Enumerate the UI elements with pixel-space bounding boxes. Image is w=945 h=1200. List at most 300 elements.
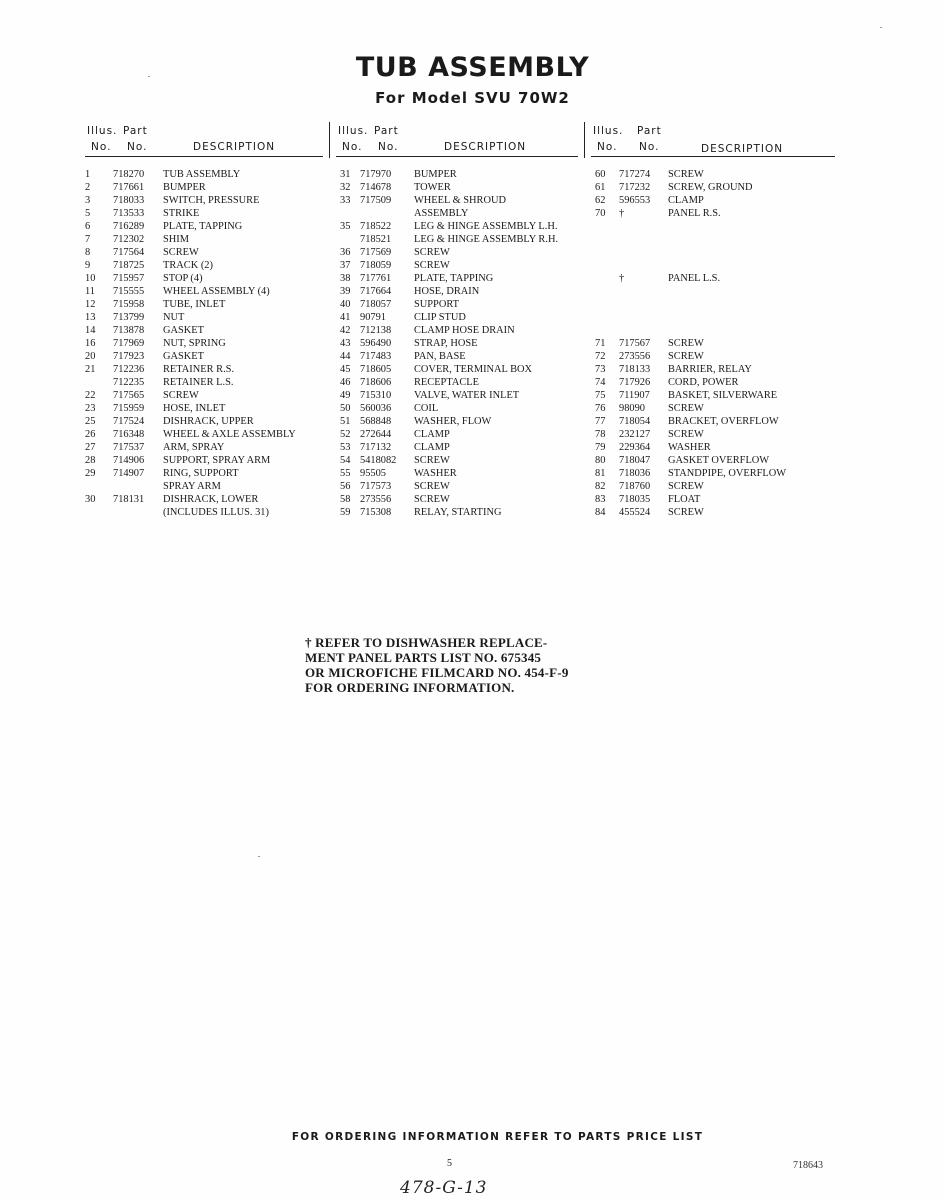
part-number: 718522 xyxy=(360,221,392,232)
illus-number: 50 xyxy=(340,403,351,414)
illus-number: 42 xyxy=(340,325,351,336)
illus-number: 39 xyxy=(340,286,351,297)
part-description: LEG & HINGE ASSEMBLY R.H. xyxy=(414,234,559,245)
part-description: SCREW xyxy=(668,338,704,349)
header-illus-no: No. xyxy=(597,141,618,153)
part-number: 712302 xyxy=(113,234,145,245)
header-part-no: No. xyxy=(127,141,148,153)
illus-number: 61 xyxy=(595,182,606,193)
illus-number: 28 xyxy=(85,455,96,466)
part-description: BUMPER xyxy=(163,182,206,193)
part-number: 717573 xyxy=(360,481,392,492)
header-description: DESCRIPTION xyxy=(444,141,527,153)
table-row xyxy=(591,220,835,233)
part-number: 560036 xyxy=(360,403,392,414)
part-description: DISHRACK, UPPER xyxy=(163,416,254,427)
part-description: WASHER xyxy=(668,442,711,453)
part-description: COVER, TERMINAL BOX xyxy=(414,364,533,375)
illus-number: 1 xyxy=(85,169,91,180)
part-description: NUT, SPRING xyxy=(163,338,226,349)
part-number: 717565 xyxy=(113,390,145,401)
part-number: 90791 xyxy=(360,312,386,323)
part-number: 272644 xyxy=(360,429,392,440)
illus-number: 62 xyxy=(595,195,606,206)
table-row xyxy=(85,181,323,194)
illus-number: 2 xyxy=(85,182,91,193)
illus-number: 32 xyxy=(340,182,351,193)
part-description: DISHRACK, LOWER xyxy=(163,494,259,505)
illus-number: 22 xyxy=(85,390,96,401)
table-row xyxy=(591,428,835,441)
illus-number: 26 xyxy=(85,429,96,440)
part-description: BASKET, SILVERWARE xyxy=(668,390,778,401)
part-number: 717923 xyxy=(113,351,145,362)
illus-number: 16 xyxy=(85,338,96,349)
part-number: 596490 xyxy=(360,338,392,349)
header-part: Part xyxy=(637,125,662,137)
table-row xyxy=(336,311,578,324)
part-description: NUT xyxy=(163,312,185,323)
part-description: BRACKET, OVERFLOW xyxy=(668,416,779,427)
part-description: BARRIER, RELAY xyxy=(668,364,752,375)
table-row xyxy=(85,376,323,389)
part-number: 717664 xyxy=(360,286,392,297)
table-row xyxy=(336,181,578,194)
table-row xyxy=(591,441,835,454)
part-description: STOP (4) xyxy=(163,273,203,284)
part-description: GASKET xyxy=(163,351,204,362)
part-number: 718047 xyxy=(619,455,651,466)
part-number: 717274 xyxy=(619,169,651,180)
illus-number: 60 xyxy=(595,169,606,180)
illus-number: 79 xyxy=(595,442,606,453)
part-number: 714678 xyxy=(360,182,392,193)
part-number: 717761 xyxy=(360,273,392,284)
part-description: PANEL L.S. xyxy=(668,273,721,284)
table-row xyxy=(336,207,578,220)
part-description: WASHER xyxy=(414,468,457,479)
table-row xyxy=(85,298,323,311)
table-row xyxy=(336,454,578,467)
part-number: 95505 xyxy=(360,468,386,479)
table-row xyxy=(85,441,323,454)
table-row xyxy=(85,246,323,259)
part-description: RETAINER R.S. xyxy=(163,364,235,375)
table-row xyxy=(336,506,578,519)
illus-number: 38 xyxy=(340,273,351,284)
table-row xyxy=(85,220,323,233)
note-line: FOR ORDERING INFORMATION. xyxy=(305,680,515,695)
part-number: † xyxy=(619,273,625,284)
part-description: RECEPTACLE xyxy=(414,377,479,388)
part-description: STRAP, HOSE xyxy=(414,338,478,349)
table-row xyxy=(591,272,835,285)
illus-number: 49 xyxy=(340,390,351,401)
table-row xyxy=(591,311,835,324)
part-description: SUPPORT, SPRAY ARM xyxy=(163,455,271,466)
column-separator xyxy=(329,122,330,158)
table-row xyxy=(591,402,835,415)
illus-number: 14 xyxy=(85,325,96,336)
part-description: CLAMP xyxy=(414,429,450,440)
part-number: 714906 xyxy=(113,455,145,466)
part-number: 273556 xyxy=(360,494,392,505)
part-description: TUB ASSEMBLY xyxy=(163,169,241,180)
illus-number: 10 xyxy=(85,273,96,284)
part-description: SCREW xyxy=(668,351,704,362)
page-number: 5 xyxy=(447,1158,452,1169)
part-description: SCREW xyxy=(414,481,450,492)
header-illus-no: No. xyxy=(342,141,363,153)
table-row xyxy=(591,454,835,467)
scan-speck xyxy=(148,76,150,77)
note-line: † REFER TO DISHWASHER REPLACE- xyxy=(305,635,548,650)
table-row xyxy=(591,298,835,311)
table-row xyxy=(336,259,578,272)
illus-number: 33 xyxy=(340,195,351,206)
part-number: 717661 xyxy=(113,182,145,193)
table-row xyxy=(85,389,323,402)
illus-number: 44 xyxy=(340,351,351,362)
header-part-no: No. xyxy=(378,141,399,153)
part-number: 232127 xyxy=(619,429,651,440)
table-row xyxy=(336,480,578,493)
illus-number: 9 xyxy=(85,260,91,271)
part-description: SUPPORT xyxy=(414,299,459,310)
illus-number: 3 xyxy=(85,195,91,206)
part-number: 711907 xyxy=(619,390,650,401)
part-description: LEG & HINGE ASSEMBLY L.H. xyxy=(414,221,558,232)
parts-column-2 xyxy=(336,122,578,519)
table-row xyxy=(336,324,578,337)
table-row xyxy=(85,168,323,181)
illus-number: 37 xyxy=(340,260,351,271)
part-number: 717926 xyxy=(619,377,651,388)
table-row xyxy=(591,480,835,493)
illus-number: 56 xyxy=(340,481,351,492)
part-description: COIL xyxy=(414,403,439,414)
table-row xyxy=(85,285,323,298)
table-row xyxy=(591,181,835,194)
part-description: SCREW xyxy=(163,247,199,258)
part-number: 716348 xyxy=(113,429,145,440)
illus-number: 30 xyxy=(85,494,96,505)
table-row xyxy=(591,259,835,272)
illus-number: 52 xyxy=(340,429,351,440)
table-row xyxy=(336,220,578,233)
illus-number: 8 xyxy=(85,247,91,258)
table-row xyxy=(85,194,323,207)
table-row xyxy=(336,298,578,311)
part-number: 717567 xyxy=(619,338,651,349)
part-number: 717969 xyxy=(113,338,145,349)
table-row xyxy=(85,311,323,324)
illus-number: 21 xyxy=(85,364,96,375)
part-description: HOSE, DRAIN xyxy=(414,286,480,297)
part-description: SCREW xyxy=(668,507,704,518)
part-number: 718035 xyxy=(619,494,651,505)
part-description: PAN, BASE xyxy=(414,351,466,362)
table-row xyxy=(591,337,835,350)
table-row xyxy=(336,194,578,207)
table-row xyxy=(336,246,578,259)
part-number: 717564 xyxy=(113,247,145,258)
header-illus-no: No. xyxy=(91,141,112,153)
table-row xyxy=(336,168,578,181)
table-row xyxy=(336,428,578,441)
illus-number: 53 xyxy=(340,442,351,453)
part-description: CLIP STUD xyxy=(414,312,466,323)
table-row xyxy=(591,168,835,181)
part-description: TRACK (2) xyxy=(163,260,213,271)
illus-number: 11 xyxy=(85,286,96,297)
part-description: BUMPER xyxy=(414,169,457,180)
part-number: 568848 xyxy=(360,416,392,427)
part-description: SCREW xyxy=(668,169,704,180)
column-header xyxy=(591,122,835,157)
part-number: 718057 xyxy=(360,299,392,310)
part-number: 713799 xyxy=(113,312,145,323)
part-description: SCREW xyxy=(414,260,450,271)
parts-column-1 xyxy=(85,122,323,519)
illus-number: 36 xyxy=(340,247,351,258)
document-number: 718643 xyxy=(793,1160,823,1171)
table-row xyxy=(336,285,578,298)
table-row xyxy=(591,415,835,428)
table-row xyxy=(336,376,578,389)
part-description: RELAY, STARTING xyxy=(414,507,502,518)
table-row xyxy=(85,428,323,441)
header-part-no: No. xyxy=(639,141,660,153)
part-description: STANDPIPE, OVERFLOW xyxy=(668,468,787,479)
part-number: 718133 xyxy=(619,364,651,375)
ordering-footer: FOR ORDERING INFORMATION REFER TO PARTS PRICE LIST xyxy=(291,1131,704,1143)
part-number: 717537 xyxy=(113,442,145,453)
part-description: STRIKE xyxy=(163,208,200,219)
part-number: 712138 xyxy=(360,325,392,336)
page-title: TUB ASSEMBLY xyxy=(355,52,590,83)
part-description: PLATE, TAPPING xyxy=(414,273,494,284)
part-number: 98090 xyxy=(619,403,645,414)
table-row xyxy=(336,415,578,428)
table-row xyxy=(85,454,323,467)
part-number: 717509 xyxy=(360,195,392,206)
table-row xyxy=(336,363,578,376)
part-number: 717524 xyxy=(113,416,145,427)
part-number: 718725 xyxy=(113,260,145,271)
part-number: 715308 xyxy=(360,507,392,518)
page-subtitle: For Model SVU 70W2 xyxy=(375,89,570,107)
illus-number: 41 xyxy=(340,312,351,323)
table-row xyxy=(591,324,835,337)
illus-number: 5 xyxy=(85,208,91,219)
table-row xyxy=(336,350,578,363)
part-number: 718521 xyxy=(360,234,392,245)
part-description: SPRAY ARM xyxy=(163,481,221,492)
illus-number: 45 xyxy=(340,364,351,375)
part-number: 715310 xyxy=(360,390,392,401)
illus-number: 35 xyxy=(340,221,351,232)
part-number: 229364 xyxy=(619,442,651,453)
illus-number: 77 xyxy=(595,416,606,427)
illus-number: 13 xyxy=(85,312,96,323)
part-description: SCREW, GROUND xyxy=(668,182,753,193)
illus-number: 31 xyxy=(340,169,351,180)
part-number: 455524 xyxy=(619,507,651,518)
note-line: OR MICROFICHE FILMCARD NO. 454-F-9 xyxy=(305,665,569,680)
illus-number: 25 xyxy=(85,416,96,427)
ordering-note xyxy=(305,635,605,695)
illus-number: 80 xyxy=(595,455,606,466)
table-row xyxy=(85,350,323,363)
table-row xyxy=(336,402,578,415)
part-number: 712236 xyxy=(113,364,145,375)
note-line: MENT PANEL PARTS LIST NO. 675345 xyxy=(305,650,542,665)
illus-number: 81 xyxy=(595,468,606,479)
part-description: CLAMP xyxy=(414,442,450,453)
part-description: VALVE, WATER INLET xyxy=(414,390,520,401)
part-description: SCREW xyxy=(668,481,704,492)
part-description: PLATE, TAPPING xyxy=(163,221,243,232)
part-description: WHEEL & SHROUD xyxy=(414,195,506,206)
illus-number: 12 xyxy=(85,299,96,310)
part-description: ARM, SPRAY xyxy=(163,442,225,453)
part-description: SCREW xyxy=(414,247,450,258)
column-header xyxy=(336,122,578,157)
parts-rows xyxy=(336,168,578,519)
part-number: 715959 xyxy=(113,403,145,414)
illus-number: 73 xyxy=(595,364,606,375)
table-row xyxy=(85,324,323,337)
table-row xyxy=(85,337,323,350)
column-separator xyxy=(584,122,585,158)
table-row xyxy=(591,207,835,220)
table-row xyxy=(591,285,835,298)
illus-number: 20 xyxy=(85,351,96,362)
illus-number: 54 xyxy=(340,455,351,466)
table-row xyxy=(591,350,835,363)
part-description: (INCLUDES ILLUS. 31) xyxy=(163,507,269,518)
header-description: DESCRIPTION xyxy=(193,141,276,153)
part-number: 717569 xyxy=(360,247,392,258)
table-row xyxy=(85,207,323,220)
part-number: 717132 xyxy=(360,442,392,453)
illus-number: 6 xyxy=(85,221,91,232)
table-row xyxy=(85,233,323,246)
scan-speck xyxy=(880,27,882,28)
header-illus: Illus. xyxy=(338,125,369,137)
table-row xyxy=(591,246,835,259)
part-number: 718036 xyxy=(619,468,651,479)
part-description: HOSE, INLET xyxy=(163,403,226,414)
table-row xyxy=(591,233,835,246)
illus-number: 7 xyxy=(85,234,91,245)
part-number: 718033 xyxy=(113,195,145,206)
table-row xyxy=(336,493,578,506)
illus-number: 76 xyxy=(595,403,606,414)
part-description: SCREW xyxy=(163,390,199,401)
table-row xyxy=(336,467,578,480)
part-number: 273556 xyxy=(619,351,651,362)
table-row xyxy=(591,376,835,389)
illus-number: 70 xyxy=(595,208,606,219)
illus-number: 72 xyxy=(595,351,606,362)
part-description: TOWER xyxy=(414,182,451,193)
part-number: 718270 xyxy=(113,169,145,180)
part-description: SWITCH, PRESSURE xyxy=(163,195,260,206)
illus-number: 27 xyxy=(85,442,96,453)
table-row xyxy=(85,480,323,493)
illus-number: 82 xyxy=(595,481,606,492)
table-row xyxy=(336,233,578,246)
part-description: GASKET xyxy=(163,325,204,336)
part-number: 596553 xyxy=(619,195,651,206)
illus-number: 59 xyxy=(340,507,351,518)
column-header xyxy=(85,122,323,157)
table-row xyxy=(336,389,578,402)
part-description: PANEL R.S. xyxy=(668,208,721,219)
header-illus: Illus. xyxy=(593,125,624,137)
table-row xyxy=(85,259,323,272)
illus-number: 29 xyxy=(85,468,96,479)
illus-number: 74 xyxy=(595,377,606,388)
illus-number: 78 xyxy=(595,429,606,440)
part-description: SCREW xyxy=(668,429,704,440)
table-row xyxy=(85,506,323,519)
part-description: RETAINER L.S. xyxy=(163,377,234,388)
illus-number: 55 xyxy=(340,468,351,479)
scan-speck xyxy=(258,856,260,857)
table-row xyxy=(591,194,835,207)
table-row xyxy=(85,272,323,285)
part-number: 715957 xyxy=(113,273,145,284)
table-row xyxy=(85,467,323,480)
illus-number: 83 xyxy=(595,494,606,505)
illus-number: 58 xyxy=(340,494,351,505)
part-description: SHIM xyxy=(163,234,189,245)
parts-rows xyxy=(591,168,835,519)
table-row xyxy=(85,493,323,506)
header-part: Part xyxy=(374,125,399,137)
part-number: 718605 xyxy=(360,364,392,375)
header-illus: Illus. xyxy=(87,125,118,137)
part-number: 712235 xyxy=(113,377,145,388)
table-row xyxy=(591,467,835,480)
illus-number: 43 xyxy=(340,338,351,349)
part-number: 717232 xyxy=(619,182,651,193)
part-description: SCREW xyxy=(414,455,450,466)
header-description: DESCRIPTION xyxy=(701,143,784,155)
part-description: SCREW xyxy=(414,494,450,505)
table-row xyxy=(336,441,578,454)
table-row xyxy=(85,402,323,415)
part-number: 718606 xyxy=(360,377,392,388)
part-number: 715958 xyxy=(113,299,145,310)
table-row xyxy=(591,363,835,376)
part-number: 718059 xyxy=(360,260,392,271)
part-description: FLOAT xyxy=(668,494,701,505)
part-description: TUBE, INLET xyxy=(163,299,226,310)
part-description: RING, SUPPORT xyxy=(163,468,239,479)
parts-column-3 xyxy=(591,122,835,519)
part-number: 713533 xyxy=(113,208,145,219)
parts-rows xyxy=(85,168,323,519)
table-row xyxy=(591,493,835,506)
part-description: WASHER, FLOW xyxy=(414,416,492,427)
illus-number: 23 xyxy=(85,403,96,414)
part-description: WHEEL ASSEMBLY (4) xyxy=(163,286,270,297)
table-row xyxy=(591,389,835,402)
